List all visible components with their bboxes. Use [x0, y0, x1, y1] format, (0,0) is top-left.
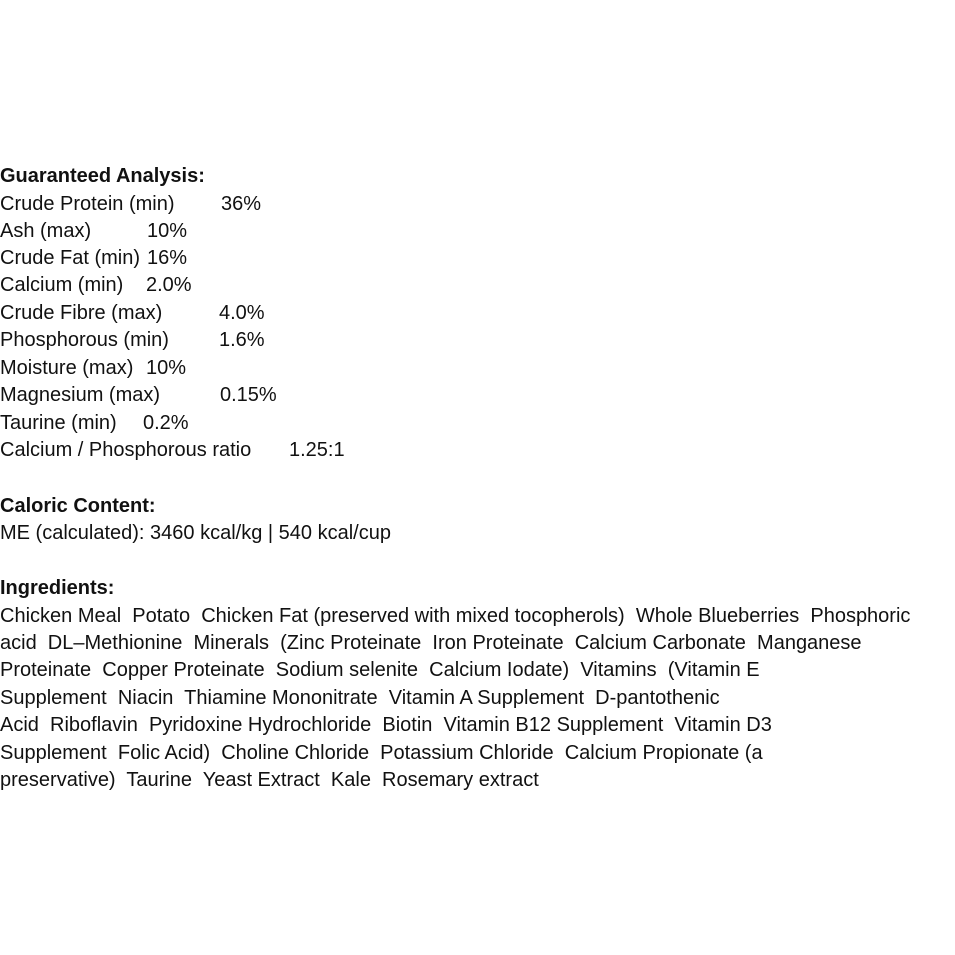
- analysis-row: [0, 219, 955, 243]
- analysis-value: 10%: [146, 357, 187, 379]
- analysis-row: [0, 328, 955, 352]
- analysis-value: 16%: [147, 247, 188, 269]
- analysis-label: Phosphorous (min): [0, 329, 169, 351]
- caloric-content-heading: Caloric Content:: [0, 495, 156, 517]
- guaranteed-analysis-heading: Guaranteed Analysis:: [0, 165, 205, 187]
- ingredients-line: Chicken Meal Potato Chicken Fat (preserved with mixed tocopherols) Whole Blueberries Phosphoric: [0, 605, 911, 627]
- analysis-value: 2.0%: [146, 274, 192, 296]
- ingredients-line: acid DL–Methionine Minerals (Zinc Proteinate Iron Proteinate Calcium Carbonate Manganese: [0, 632, 862, 654]
- analysis-label: Crude Fat (min): [0, 247, 141, 269]
- ingredients-line: preservative) Taurine Yeast Extract Kale Rosemary extract: [0, 769, 539, 791]
- analysis-row: [0, 411, 955, 435]
- ingredients-line: Acid Riboflavin Pyridoxine Hydrochloride Biotin Vitamin B12 Supplement Vitamin D3: [0, 714, 772, 736]
- analysis-row: [0, 301, 955, 325]
- analysis-row: [0, 273, 955, 297]
- analysis-value: 0.2%: [143, 412, 189, 434]
- analysis-value: 4.0%: [219, 302, 265, 324]
- ingredients-line: Supplement Niacin Thiamine Mononitrate Vitamin A Supplement D-pantothenic: [0, 687, 720, 709]
- analysis-label: Calcium (min): [0, 274, 124, 296]
- analysis-value: 0.15%: [220, 384, 277, 406]
- analysis-label: Taurine (min): [0, 412, 117, 434]
- analysis-label: Moisture (max): [0, 357, 134, 379]
- analysis-row: [0, 356, 955, 380]
- analysis-value: 36%: [221, 193, 262, 215]
- analysis-row: [0, 438, 955, 462]
- analysis-row: [0, 246, 955, 270]
- analysis-value: 10%: [147, 220, 188, 242]
- ingredients-line: Supplement Folic Acid) Choline Chloride Potassium Chloride Calcium Propionate (a: [0, 742, 763, 764]
- analysis-row: [0, 192, 955, 216]
- analysis-label: Crude Protein (min): [0, 193, 175, 215]
- caloric-content-text: ME (calculated): 3460 kcal/kg | 540 kcal/cup: [0, 522, 391, 544]
- analysis-label: Magnesium (max): [0, 384, 161, 406]
- analysis-value: 1.6%: [219, 329, 265, 351]
- analysis-label: Calcium / Phosphorous ratio: [0, 439, 252, 461]
- ingredients-line: Proteinate Copper Proteinate Sodium selenite Calcium Iodate) Vitamins (Vitamin E: [0, 659, 760, 681]
- ingredients-heading: Ingredients:: [0, 577, 115, 599]
- analysis-label: Crude Fibre (max): [0, 302, 163, 324]
- analysis-row: [0, 383, 955, 407]
- analysis-value: 1.25:1: [289, 439, 345, 461]
- analysis-label: Ash (max): [0, 220, 92, 242]
